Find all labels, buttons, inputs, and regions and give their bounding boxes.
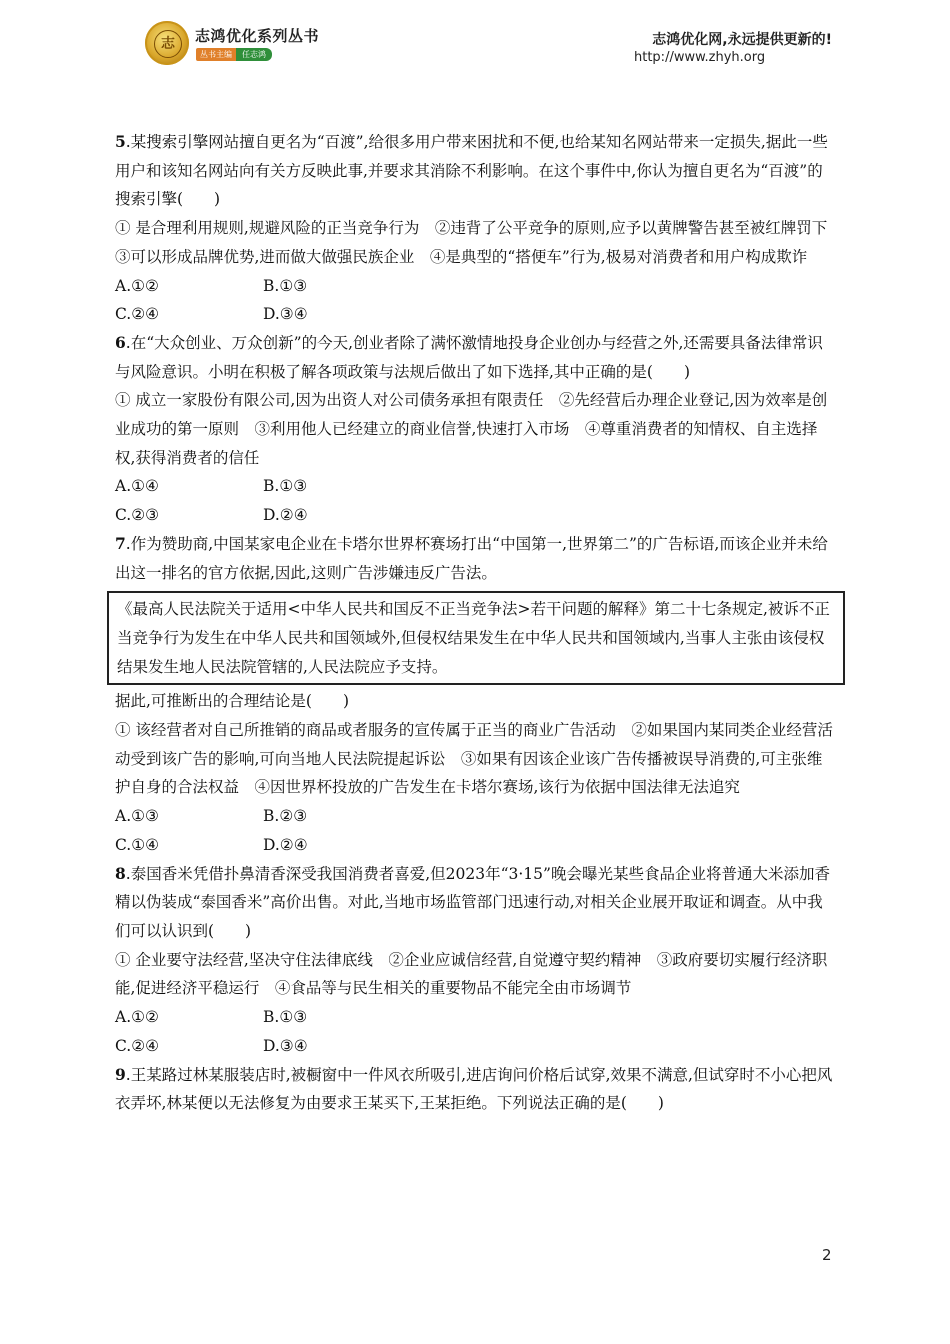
- option-d: D.③④: [263, 305, 308, 324]
- question-9: [115, 1061, 833, 1118]
- options-row: [115, 472, 833, 501]
- question-5: [115, 128, 843, 329]
- series-title: 志鸿优化系列丛书: [195, 27, 320, 45]
- option-d: D.②④: [263, 835, 308, 854]
- option-b: B.①③: [263, 276, 308, 295]
- option-c: C.①④: [115, 835, 160, 854]
- option-a: A.①②: [115, 1008, 159, 1027]
- question-stem: 9.王某路过林某服装店时,被橱窗中一件风衣所吸引,进店询问价格后试穿,效果不满意,但试穿时不小心把风衣弄坏,林某便以无法修复为由要求王某买下,王某拒绝。下列说法正确的是( ): [115, 1064, 833, 1113]
- question-number: 8: [115, 863, 126, 883]
- question-number: 9: [115, 1064, 126, 1084]
- question-statements: ① 企业要守法经营,坚决守住法律底线 ②企业应诚信经营,自觉遵守契约精神 ③政府要切实履行经济职能,促进经济平稳运行 ④食品等与民生相关的重要物品不能完全由市场调节: [115, 950, 828, 998]
- options-row: [115, 1003, 833, 1032]
- question-6: [115, 329, 833, 530]
- editor-label: 丛书主编: [196, 48, 236, 61]
- site-url: http://www.zhyh.org: [634, 50, 766, 65]
- option-a: A.①④: [115, 477, 159, 496]
- question-stem: 7.作为赞助商,中国某家电企业在卡塔尔世界杯赛场打出“中国第一,世界第二”的广告标语,而该企业并未给出这一排名的官方依据,因此,这则广告涉嫌违反广告法。: [115, 533, 828, 582]
- question-statements: ① 是合理利用规则,规避风险的正当竞争行为 ②违背了公平竞争的原则,应予以黄牌警告甚至被红牌罚下 ③可以形成品牌优势,进而做大做强民族企业 ④是典型的“搭便车”行为,极易对消费者和用户构成欺诈: [115, 219, 843, 266]
- option-a: A.①②: [115, 276, 159, 295]
- question-content: [115, 128, 843, 1118]
- option-a: A.①③: [115, 807, 159, 826]
- question-stem: 5.某搜索引擎网站擅自更名为“百渡”,给很多用户带来困扰和不便,也给某知名网站带来一定损失,据此一些用户和该知名网站向有关方反映此事,并要求其消除不利影响。在这个事件中,你认为擅自更名为“百渡”的搜索引擎( ): [115, 132, 828, 209]
- legal-excerpt-text: 《最高人民法院关于适用<中华人民共和国反不正当竞争法>若干问题的解释》第二十七条规定,被诉不正当竞争行为发生在中华人民共和国领域外,但侵权结果发生在中华人民共和国领域内,当事人主张由该侵权结果发生地人民法院管辖的,人民法院应予支持。: [117, 600, 830, 676]
- options-row: [115, 272, 833, 301]
- question-statements: ① 该经营者对自己所推销的商品或者服务的宣传属于正当的商业广告活动 ②如果国内某同类企业经营活动受到该广告的影响,可向当地人民法院提起诉讼 ③如果有因该企业该广告传播被误导消费的,可主张维护自身的合法权益 ④因世界杯投放的广告发生在卡塔尔赛场,该行为依据中国法律无法追究: [115, 721, 833, 797]
- page-header: [0, 0, 950, 90]
- page-number: 2: [822, 1246, 832, 1264]
- logo-emblem: 志: [154, 30, 182, 58]
- options-row: [115, 802, 833, 831]
- series-logo-icon: [145, 21, 189, 65]
- legal-excerpt-box: [107, 591, 845, 685]
- question-number: 7: [115, 533, 126, 553]
- option-c: C.②④: [115, 305, 160, 324]
- question-statements: ① 成立一家股份有限公司,因为出资人对公司债务承担有限责任 ②先经营后办理企业登记,因为效率是创业成功的第一原则 ③利用他人已经建立的商业信誉,快速打入市场 ④尊重消费者的知情权、自主选择权,获得消费者的信任: [115, 391, 828, 467]
- option-c: C.②④: [115, 1036, 160, 1055]
- question-number: 6: [115, 332, 126, 352]
- question-follow-up: 据此,可推断出的合理结论是( ): [115, 692, 350, 711]
- editor-badge: [196, 48, 290, 60]
- option-b: B.②③: [263, 807, 308, 826]
- options-row: [115, 1032, 833, 1061]
- editor-name: 任志鸿: [236, 48, 272, 61]
- question-7: [115, 530, 833, 860]
- options-row: [115, 831, 833, 860]
- question-8: [115, 860, 833, 1061]
- site-slogan: 志鸿优化网,永远提供更新的!: [652, 32, 832, 48]
- option-d: D.③④: [263, 1036, 308, 1055]
- options-row: [115, 501, 833, 530]
- question-stem: 8.泰国香米凭借扑鼻清香深受我国消费者喜爱,但2023年“3·15”晚会曝光某些食品企业将普通大米添加香精以伪装成“泰国香米”高价出售。对此,当地市场监管部门迅速行动,对相关企业展开取证和调查。从中我们可以认识到( ): [115, 863, 830, 940]
- option-b: B.①③: [263, 477, 308, 496]
- option-c: C.②③: [115, 506, 160, 525]
- options-row: [115, 300, 833, 329]
- question-number: 5: [115, 132, 126, 151]
- question-stem: 6.在“大众创业、万众创新”的今天,创业者除了满怀激情地投身企业创办与经营之外,还需要具备法律常识与风险意识。小明在积极了解各项政策与法规后做出了如下选择,其中正确的是( ): [115, 332, 823, 381]
- option-b: B.①③: [263, 1008, 308, 1027]
- option-d: D.②④: [263, 506, 308, 525]
